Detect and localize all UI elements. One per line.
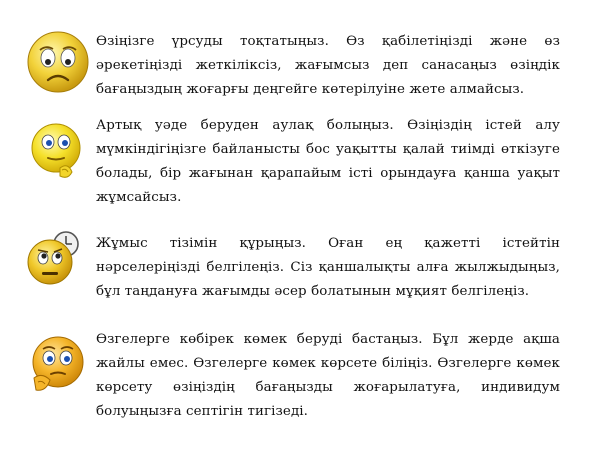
pondering-face-icon: [24, 332, 92, 400]
tip-text-2: Артық уәде беруден аулақ болыңыз. Өзіңіздің істей алу мүмкіндігіңізге байланысты бос уақытты қалай тиімді өткізуге болады, бір жағынан қарапайым істі орындауға қанша уақыт жұмсайсыз.: [96, 118, 560, 205]
tip-text-1: Өзіңізге үрсуды тоқтатыңыз. Өз қабілетіңізді және өз әрекетіңізді жеткіліксіз, жағымсыз деп санасаңыз өзіңдік бағаңыздың жоғарғы деңгейге көтерілуіне жете алмайсыз.: [96, 34, 560, 97]
tip-text-4: Өзгелерге көбірек көмек беруді бастаңыз. Бұл жерде ақша жайлы емес. Өзгелерге көмек көрсете біліңіз. Өзгелерге көмек көрсету өзіңіздің бағаңызды жоғарылатуға, индивидум болуыңызға септігін тигізеді.: [96, 332, 560, 419]
tip-text-3: Жұмыс тізімін құрыңыз. Оған ең қажетті істейтін нәрселеріңізді белгілеңіз. Сіз қаншалықты алға жылжыдыңыз, бұл таңдануға жағымды әсер болатынын мұқият белгілеңіз.: [96, 236, 560, 299]
clock-worried-face-icon: [24, 228, 84, 288]
sad-face-icon: [24, 28, 92, 96]
thinking-face-icon: [24, 118, 92, 186]
